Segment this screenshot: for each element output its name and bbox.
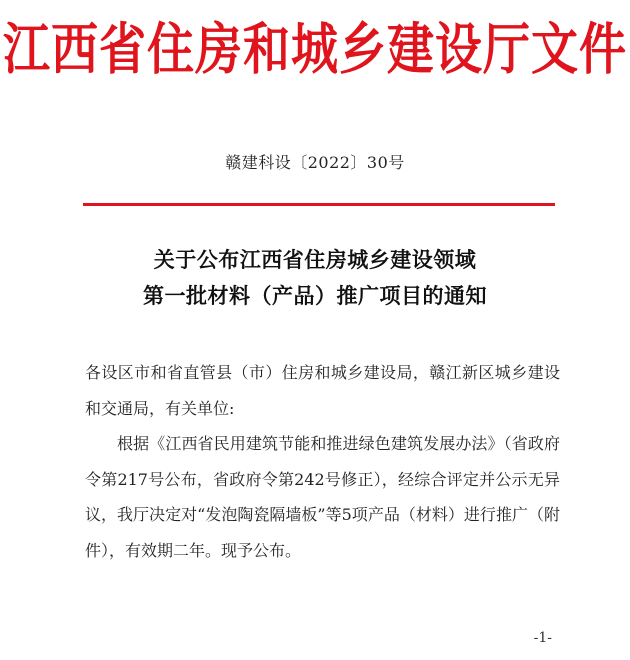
body-paragraph-1: 根据《江西省民用建筑节能和推进绿色建筑发展办法》（省政府令第217号公布，省政府令第242号修正），经综合评定并公示无异议，我厅决定对“发泡陶瓷隔墙板”等5项产品（材料）进行推广（附件），有效期二年。现予公布。 xyxy=(85,434,560,560)
salutation: 各设区市和省直管县（市）住房和城乡建设局，赣江新区城乡建设和交通局，有关单位: xyxy=(85,363,560,418)
red-divider-line xyxy=(83,203,555,206)
document-body xyxy=(85,355,560,568)
title-line-1: 关于公布江西省住房城乡建设领域 xyxy=(153,247,477,272)
page-number: -1- xyxy=(533,630,552,646)
document-number: 赣建科设〔2022〕30号 xyxy=(225,153,405,172)
title-line-2: 第一批材料（产品）推广项目的通知 xyxy=(143,283,487,308)
issuer-masthead: 江西省住房和城乡建设厅文件 xyxy=(3,17,627,83)
document-title xyxy=(0,242,630,314)
